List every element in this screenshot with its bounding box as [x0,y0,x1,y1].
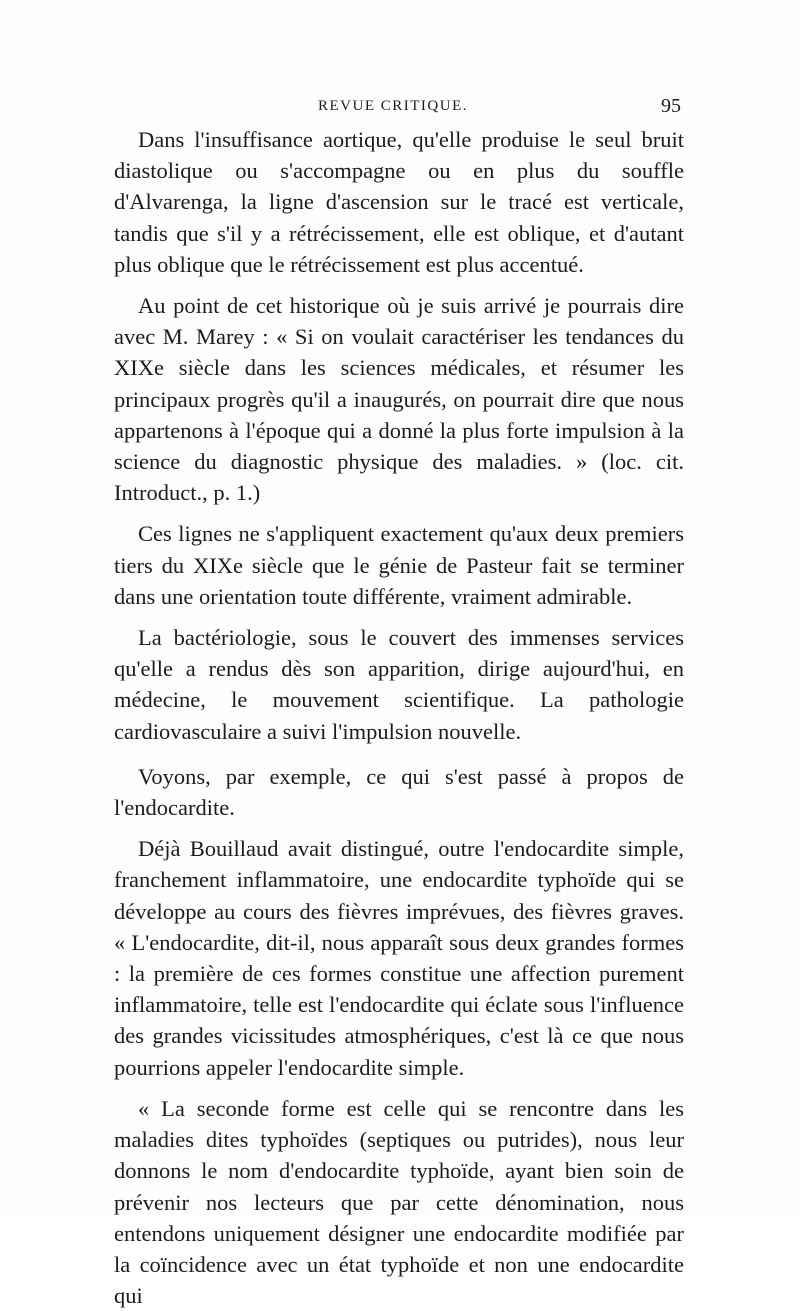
page-number: 95 [661,95,681,117]
paragraph-marey-quote: Au point de cet historique où je suis arrivé je pourrais dire avec M. Marey : « Si on voulait caractériser les tendances du XIXe siècle dans les sciences médicales, et résumer les principaux progrès qu'il a inaugurés, on pourrait dire que nous appartenons à l'époque qui a donné la plus forte impulsion à la science du diagnostic physique des maladies. » (loc. cit. Introduct., p. 1.) [114,293,684,506]
running-head [0,95,800,122]
paragraph-endocarditis-intro: Voyons, par exemple, ce qui s'est passé à propos de l'endocardite. [114,763,684,821]
paragraph-bouillaud: Déjà Bouillaud avait distingué, outre l'endocardite simple, franchement inflammatoire, une endocardite typhoïde qui se développe au cours des fièvres imprévues, des fièvres graves. « L'endocardite, dit-il, nous apparaît sous deux grandes formes : la première de ces formes constitue une affection purement inflammatoire, telle est l'endocardite qui éclate sous l'influence des grandes vicissitudes atmosphériques, c'est là ce que nous pourrions appeler l'endocardite simple. [114,836,684,1080]
paragraph-pasteur: Ces lignes ne s'appliquent exactement qu'aux deux premiers tiers du XIXe siècle que le génie de Pasteur fait se terminer dans une orientation toute différente, vraiment admirable. [114,521,684,609]
running-head-title: REVUE CRITIQUE. [318,98,468,114]
paragraph-bacteriology: La bactériologie, sous le couvert des immenses services qu'elle a rendus dès son apparition, dirige aujourd'hui, en médecine, le mouvement scientifique. La pathologie cardiovasculaire a suivi l'impulsion nouvelle. [114,625,684,744]
paragraph-typhoid-form: « La seconde forme est celle qui se rencontre dans les maladies dites typhoïdes (septiques ou putrides), nous leur donnons le nom d'endocardite typhoïde, ayant bien soin de prévenir nos lecteurs que par cette dénomination, nous entendons uniquement désigner une endocardite modifiée par la coïncidence avec un état typhoïde et non une endocardite qui [114,1095,684,1309]
paragraph-aortic-insufficiency: Dans l'insuffisance aortique, qu'elle produise le seul bruit diastolique ou s'accompagne ou en plus du souffle d'Alvarenga, la ligne d'ascension sur le tracé est verticale, tandis que s'il y a rétrécissement, elle est oblique, et d'autant plus oblique que le rétrécissement est plus accentué. [114,127,684,277]
body-text [114,124,684,1311]
